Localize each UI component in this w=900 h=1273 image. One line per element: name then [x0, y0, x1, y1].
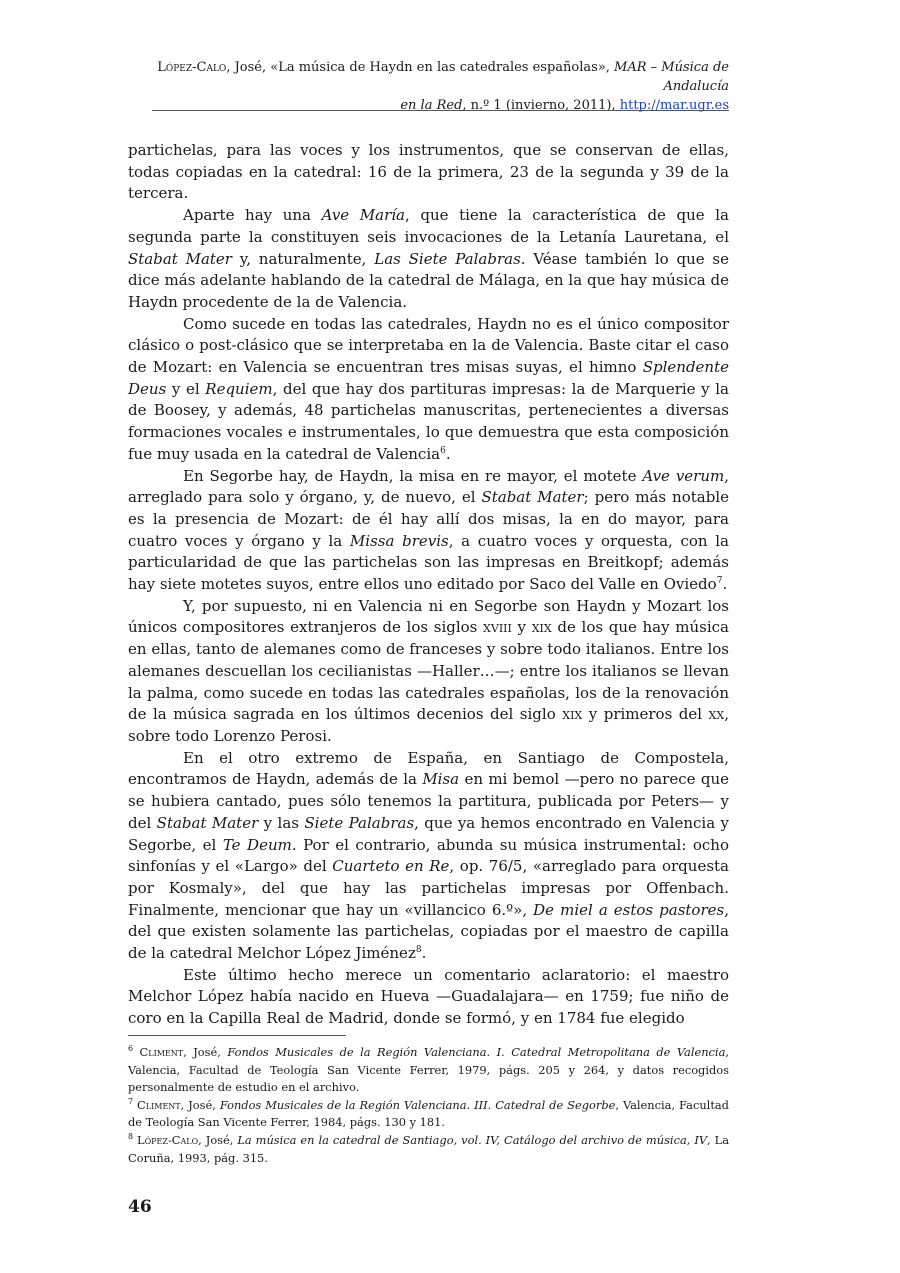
italic-title: Ave María	[321, 206, 405, 225]
century-numeral: xviii	[483, 618, 512, 637]
header-article: , José, «La música de Haydn en las catedrales españolas»,	[226, 60, 615, 75]
footnote-number: 8	[128, 1132, 134, 1142]
footnote-ref-7[interactable]: 7	[716, 576, 723, 587]
italic-title: Stabat Mater	[156, 813, 259, 832]
page-number: 46	[128, 1197, 152, 1217]
text-run: y, naturalmente,	[231, 249, 375, 268]
century-numeral: xx	[708, 705, 725, 724]
paragraph-5	[128, 596, 729, 748]
text-run: ; pero más notable es la presencia de Mozart: de él hay allí dos misas, la en do mayor, para cuatro voces y órgano y la	[128, 488, 729, 550]
text-run: , La Coruña, 1993, pág. 315.	[128, 1132, 729, 1165]
footnote-title: Fondos Musicales de la Región Valenciana. I. Catedral Metropolitana de Valencia	[227, 1045, 726, 1059]
text-run: . Véase también lo que se dice más adelante hablando de la catedral de Málaga, en la que hay música de Haydn procedente de la de Valencia.	[128, 249, 729, 311]
paragraph-4	[128, 466, 729, 596]
paragraph-3	[128, 314, 729, 466]
century-numeral: xix	[562, 705, 583, 724]
italic-title: De miel a estos pastores	[533, 900, 725, 919]
italic-title: Cuarteto en Re	[332, 857, 450, 876]
italic-title: Siete Palabras	[304, 813, 415, 832]
italic-title: Misa	[422, 770, 460, 789]
text-run: y el	[166, 379, 206, 398]
footnote-ref-8[interactable]: 8	[415, 945, 422, 956]
italic-title: Missa brevis	[349, 531, 449, 550]
footnote-author: Climent	[133, 1045, 184, 1059]
text-run: y	[511, 618, 532, 637]
text-run: .	[445, 444, 451, 463]
text-run: de los que hay música en ellas, tanto de alemanes como de franceses y sobre todo italianos. Entre los alemanes descuellan los cecilianistas —Haller…—; entre los italianos se llevan la palma, como sucede en todas las catedrales españolas, los de la renovación de la música sagrada en los últimos decenios del siglo	[128, 618, 729, 724]
footnote-8	[128, 1132, 729, 1167]
text-run: y las	[258, 813, 305, 832]
footnote-rule	[128, 1035, 346, 1036]
header-rule	[152, 110, 729, 111]
text-run: , op. 76/5, «arreglado para orquesta por Kosmaly», del que hay las partichelas impresas por Offenbach. Finalmente, mencionar que hay un «villancico 6.º»,	[128, 857, 729, 919]
italic-title: Stabat Mater	[128, 249, 232, 268]
text-run: En Segorbe hay, de Haydn, la misa en re mayor, el motete	[183, 466, 643, 485]
footnote-title: Fondos Musicales de la Región Valenciana. III. Catedral de Segorbe	[219, 1097, 616, 1112]
italic-title: Stabat Mater	[481, 488, 584, 507]
century-numeral: xix	[531, 618, 552, 637]
text-run: , Valencia, Facultad de Teología San Vicente Ferrer, 1984, págs. 130 y 181.	[128, 1097, 729, 1130]
italic-title: Requiem	[205, 379, 273, 398]
italic-title: Ave verum	[642, 466, 725, 485]
running-header	[128, 58, 729, 115]
text-run: , que tiene la característica de que la segunda parte la constituyen seis invocaciones de la Letanía Lauretana, el	[128, 206, 729, 246]
paragraph-7: Este último hecho merece un comentario aclaratorio: el maestro Melchor López había nacido en Hueva —Guadalajara— en 1759; fue niño de coro en la Capilla Real de Madrid, donde se formó, y en 1784 fue elegido	[128, 965, 729, 1028]
footnote-ref-6[interactable]: 6	[440, 445, 446, 456]
text-run: y primeros del	[582, 705, 709, 724]
paragraph-1: partichelas, para las voces y los instrumentos, que se conservan de ellas, todas copiadas en la catedral: 16 de la primera, 23 de la segunda y 39 de la tercera.	[128, 141, 729, 203]
footnote-7	[128, 1097, 729, 1132]
text-run: , Valencia, Facultad de Teología San Vicente Ferrer, 1979, págs. 205 y 264, y datos recogidos personalmente de estudio en el archivo.	[128, 1045, 729, 1095]
text-run: , sobre todo Lorenzo Perosi.	[128, 705, 729, 745]
footnote-author: Climent	[133, 1097, 181, 1112]
footnote-6	[128, 1044, 729, 1097]
paragraph-2	[128, 205, 729, 314]
header-url-link[interactable]: http://mar.ugr.es	[619, 98, 729, 113]
italic-title: Te Deum	[222, 835, 292, 854]
text-run: en mi bemol —pero no parece que se hubiera cantado, pues sólo tenemos la partitura, publicada por Peters— y del	[128, 770, 729, 832]
text-run: , arreglado para solo y órgano, y, de nuevo, el	[128, 466, 730, 507]
text-run: Aparte hay una	[183, 206, 322, 225]
text-run: , José,	[198, 1132, 238, 1147]
header-issue: , n.º 1 (invierno, 2011),	[462, 98, 620, 113]
text-run: . Por el contrario, abunda su música instrumental: ocho sinfonías y el «Largo» del	[128, 835, 729, 876]
footnote-author: López-Calo	[133, 1132, 199, 1147]
footnote-number: 7	[128, 1096, 134, 1106]
footnotes	[128, 1044, 729, 1167]
text-run: , a cuatro voces y orquesta, con la particularidad de que las partichelas son las impresas en Breitkopf; además hay siete motetes suyos, entre ellos uno editado por Saco del Valle en Oviedo	[128, 531, 729, 594]
text-run: Como sucede en todas las catedrales, Haydn no es el único compositor clásico o post-clásico que se interpretaba en la de Valencia. Baste citar el caso de Mozart: en Valencia se encuentran tres misas suyas, el himno	[128, 314, 729, 377]
header-author: López-Calo	[157, 60, 227, 75]
text-run: , del que hay dos partituras impresas: la de Marquerie y la de Boosey, y además, 48 partichelas manuscritas, pertenecientes a diversas formaciones vocales e instrumentales, lo que demuestra que esta composición fue muy usada en la catedral de Valencia	[128, 379, 730, 463]
text-run: , José,	[180, 1097, 220, 1112]
text-run: .	[421, 944, 427, 963]
text-run: .	[722, 575, 728, 594]
header-journal: MAR – Música de Andalucía	[614, 60, 729, 94]
text-run: , que ya hemos encontrado en Valencia y Segorbe, el	[128, 813, 730, 854]
footnote-number: 6	[128, 1044, 134, 1054]
text-run: , del que existen solamente las partichelas, copiadas por el maestro de capilla de la catedral Melchor López Jiménez	[128, 900, 729, 963]
text-run: , José,	[183, 1045, 228, 1059]
header-journal-cont: en la Red	[400, 98, 463, 113]
main-text	[128, 140, 729, 1030]
italic-title: Splendente Deus	[128, 358, 729, 398]
footnote-title: La música en la catedral de Santiago, vol. IV, Catálogo del archivo de música, IV	[237, 1132, 708, 1147]
italic-title: Las Siete Palabras	[374, 249, 521, 268]
text-run: Y, por supuesto, ni en Valencia ni en Segorbe son Haydn y Mozart los únicos compositores extranjeros de los siglos	[128, 596, 729, 637]
text-run: En el otro extremo de España, en Santiago de Compostela, encontramos de Haydn, además de la	[128, 748, 729, 789]
paragraph-6	[128, 748, 729, 965]
